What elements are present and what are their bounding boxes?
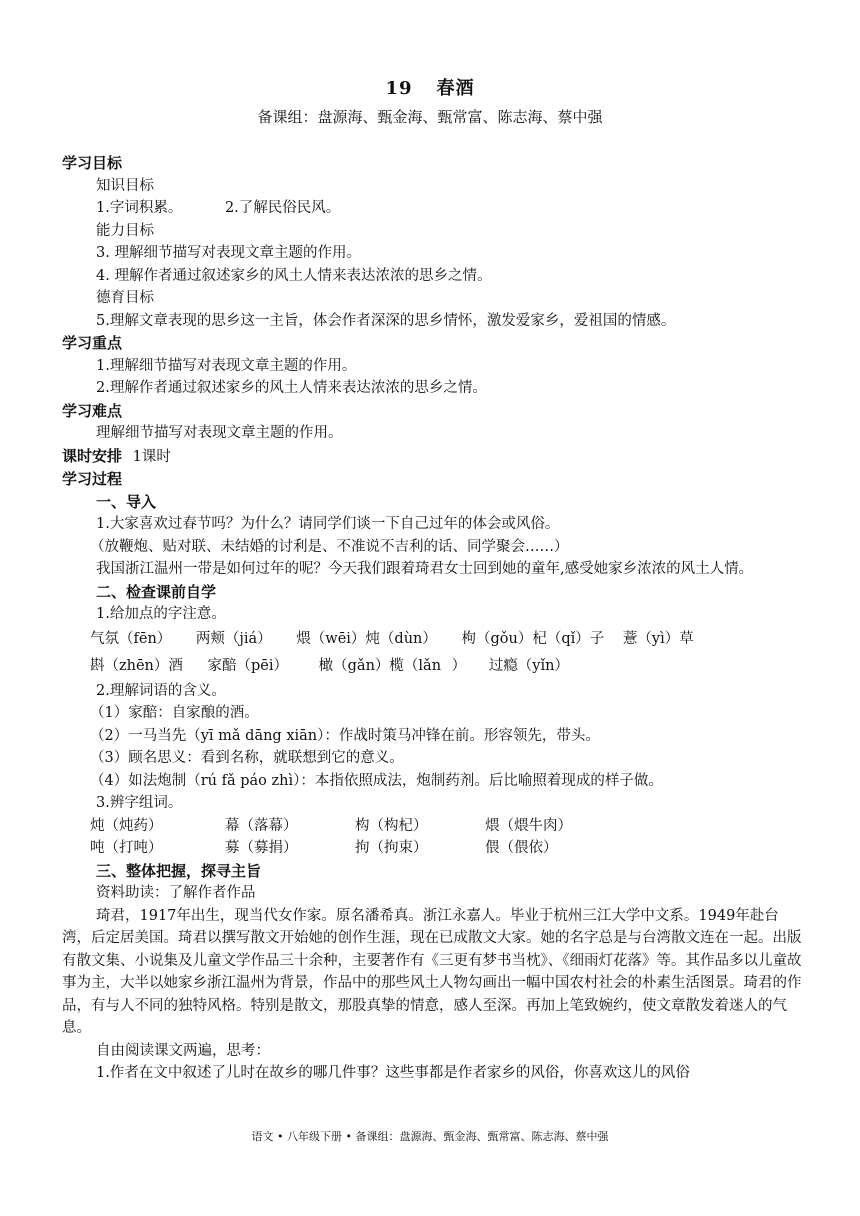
lesson-subtitle: 备课组：盘源海、甄金海、甄常富、陈志海、蔡中强: [257, 108, 603, 126]
pron-item: 薏（yì）草: [622, 630, 694, 647]
difficulty-heading: 学习难点: [62, 401, 123, 420]
knowledge-items: [62, 197, 802, 220]
ability-item-3: 3. 理解细节描写对表现文章主题的作用。: [96, 245, 361, 261]
pron-item: 煨（wēi）炖（dùn）: [296, 630, 437, 647]
difficulty-item: 理解细节描写对表现文章主题的作用。: [96, 425, 343, 441]
reading-instruction: 自由阅读课文两遍，思考：: [96, 1042, 270, 1059]
goals-heading: 学习目标: [62, 154, 123, 172]
resource-label: 资料助读：了解作者作品: [96, 885, 256, 901]
part2-question-3: 3.辨字组词。: [96, 795, 183, 811]
pron-item: 枸（gǒu）杞（qǐ）子: [461, 630, 605, 647]
pron-item: 家醅（pēi）: [207, 657, 289, 674]
knowledge-item-2: 2.了解民俗民风。: [224, 200, 341, 216]
schedule-line: [62, 445, 802, 469]
pron-item: 两颊（jiá）: [195, 630, 272, 647]
char-group: 煨（煨牛肉）: [485, 817, 572, 834]
author-bio: 琦君，1917年出生，现当代女作家。原名潘希真。浙江永嘉人。毕业于杭州三江大学中文系。1949年赴台湾，后定居美国。琦君以撰写散文开始她的创作生涯，现在已成散文大家。她的名字总是与台湾散文连在一起。出版有散文集、小说集及儿童文学作品三十余种，主要著作有《三更有梦书当枕》、《细雨灯花落》等。其作品多以儿童故事为主，大半以她家乡浙江温州为背景，作品中的那些风土人物勾画出一幅中国农村社会的朴素生活图景。琦君的作品，有与人不同的独特风格。特别是散文，那股真挚的情意，感人至深。再加上笔致婉约，使文章散发着迷人的气息。: [62, 907, 802, 1036]
process-heading: 学习过程: [62, 470, 123, 488]
part1-intro: 我国浙江温州一带是如何过年的呢？今天我们跟着琦君女士回到她的童年,感受她家乡浓浓的风土人情。: [96, 561, 754, 577]
key-point-2: 2.理解作者通过叙述家乡的风土人情来表达浓浓的思乡之情。: [96, 380, 487, 396]
part1-title: 一、导入: [96, 492, 157, 511]
char-group: 募（募捐）: [225, 840, 298, 856]
char-group: 拘（拘束）: [355, 840, 428, 856]
pron-item: 过瘾（yǐn）: [488, 657, 569, 674]
key-point-1: 1.理解细节描写对表现文章主题的作用。: [96, 357, 357, 374]
word-meaning-2: （2）一马当先（yī mǎ dāng xiān）：作战时策马冲锋在前。形容领先，带头。: [90, 727, 600, 744]
part1-question-1: 1.大家喜欢过春节吗？为什么？请同学们谈一下自己过年的体会或风俗。: [96, 516, 560, 532]
pron-item: 橄（gǎn）榄（lǎn ）: [318, 657, 467, 674]
lesson-content: [62, 152, 802, 1085]
char-group: 构（构杞）: [355, 817, 428, 834]
part2-question-2: 2.理解词语的含义。: [96, 682, 226, 699]
lesson-name: 春酒: [436, 78, 475, 99]
pron-item: 斟（zhēn）酒: [90, 657, 183, 674]
char-groups-row-2: [62, 837, 802, 860]
ability-item-4: 4. 理解作者通过叙述家乡的风土人情来表达浓浓的思乡之情。: [96, 267, 492, 284]
part3-question-1: 1.作者在文中叙述了儿时在故乡的哪几件事？这些事都是作者家乡的风俗，你喜欢这儿的风俗: [96, 1065, 690, 1081]
moral-label: 德育目标: [96, 290, 154, 306]
char-group: 幕（落幕）: [225, 817, 298, 834]
lesson-number: 19: [385, 78, 413, 99]
page-footer: 语文 • 八年级下册 • 备课组：盘源海、甄金海、甄常富、陈志海、蔡中强: [251, 1130, 609, 1143]
char-group: 吨（打吨）: [90, 840, 163, 856]
lesson-title: [0, 74, 860, 100]
word-meaning-1: （1）家醅：自家酿的酒。: [90, 705, 259, 721]
pronunciation-row-2: [62, 653, 802, 680]
part3-title: 三、整体把握，探寻主旨: [96, 861, 262, 880]
ability-label: 能力目标: [96, 222, 154, 239]
knowledge-label: 知识目标: [96, 177, 154, 194]
char-group: 炖（炖药）: [90, 817, 163, 834]
word-meaning-3: （3）顾名思义：看到名称，就联想到它的意义。: [90, 750, 404, 766]
part2-title: 二、检查课前自学: [96, 582, 217, 601]
key-points-heading: 学习重点: [62, 334, 123, 352]
char-group: 偎（偎依）: [485, 840, 558, 856]
part2-question-1: 1.给加点的字注意。: [96, 606, 226, 622]
schedule-value: 1课时: [132, 448, 171, 465]
pronunciation-row-1: [62, 626, 802, 653]
moral-item-5: 5.理解文章表现的思乡这一主旨，体会作者深深的思乡情怀，激发爱家乡，爱祖国的情感。: [96, 312, 676, 329]
schedule-heading: 课时安排: [62, 446, 123, 465]
pron-item: 气氛（fēn）: [90, 630, 172, 647]
part1-note: （放鞭炮、贴对联、未结婚的讨利是、不准说不吉利的话、同学聚会……）: [90, 538, 569, 555]
char-groups-row-1: [62, 815, 802, 838]
word-meaning-4: （4）如法炮制（rú fǎ páo zhì）：本指依照成法，炮制药剂。后比喻照着现成的样子做。: [90, 772, 663, 789]
knowledge-item-1: 1.字词积累。: [96, 200, 183, 216]
